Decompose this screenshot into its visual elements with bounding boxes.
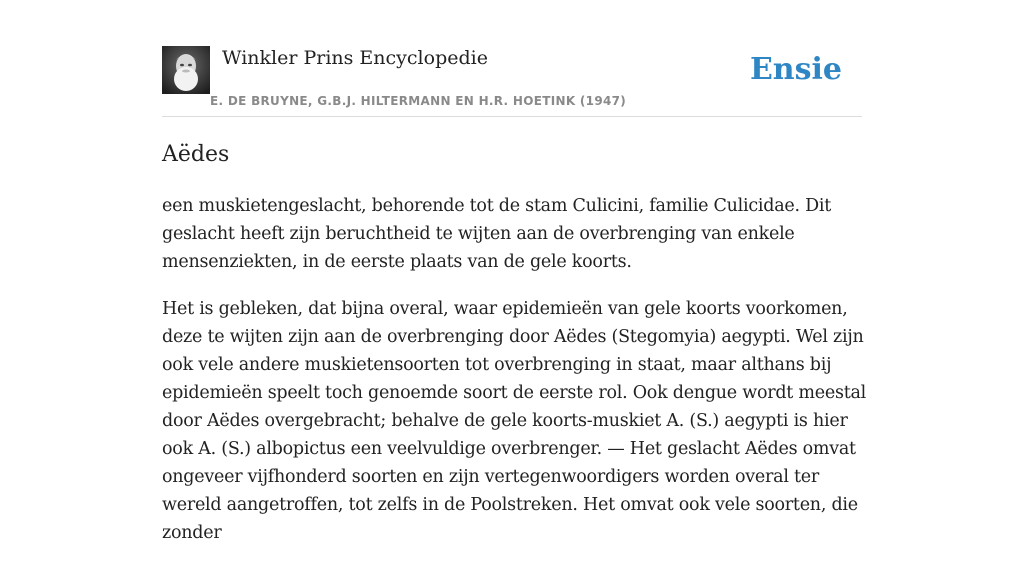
entry-paragraph: Het is gebleken, dat bijna overal, waar epidemieën van gele koorts voorkomen, deze te wijten zijn aan de overbrenging door Aëdes (Stegomyia) aegypti. Wel zijn ook vele andere muskietensoorten tot overbrenging in staat, maar althans bij epidemieën speelt toch genoemde soort de eerste rol. Ook dengue wordt meestal door Aëdes overgebracht; behalve de gele koorts-muskiet A. (S.) aegypti is hier ook A. (S.) albopictus een veelvuldige overbrenger. — Het geslacht Aëdes omvat ongeveer vijfhonderd soorten en zijn vertegenwoordigers worden overal ter wereld aangetroffen, tot zelfs in de Poolstreken. Het omvat ook vele soorten, die zonder xyxy=(162,299,867,543)
source-header xyxy=(162,46,862,117)
brand-logo[interactable]: Ensie xyxy=(749,52,842,87)
entry-title: Aëdes xyxy=(162,142,230,167)
source-authors: E. DE BRUYNE, G.B.J. HILTERMANN EN H.R. HOETINK (1947) xyxy=(210,94,627,108)
author-avatar[interactable] xyxy=(162,46,210,94)
entry-body xyxy=(162,192,866,566)
source-title[interactable]: Winkler Prins Encyclopedie xyxy=(222,47,488,69)
entry-paragraph: een muskietengeslacht, behorende tot de stam Culicini, familie Culicidae. Dit geslacht heeft zijn beruchtheid te wijten aan de overbrenging van enkele mensenziekten, in de eerste plaats van de gele koorts. xyxy=(162,196,832,272)
portrait-photo-icon xyxy=(162,46,210,94)
